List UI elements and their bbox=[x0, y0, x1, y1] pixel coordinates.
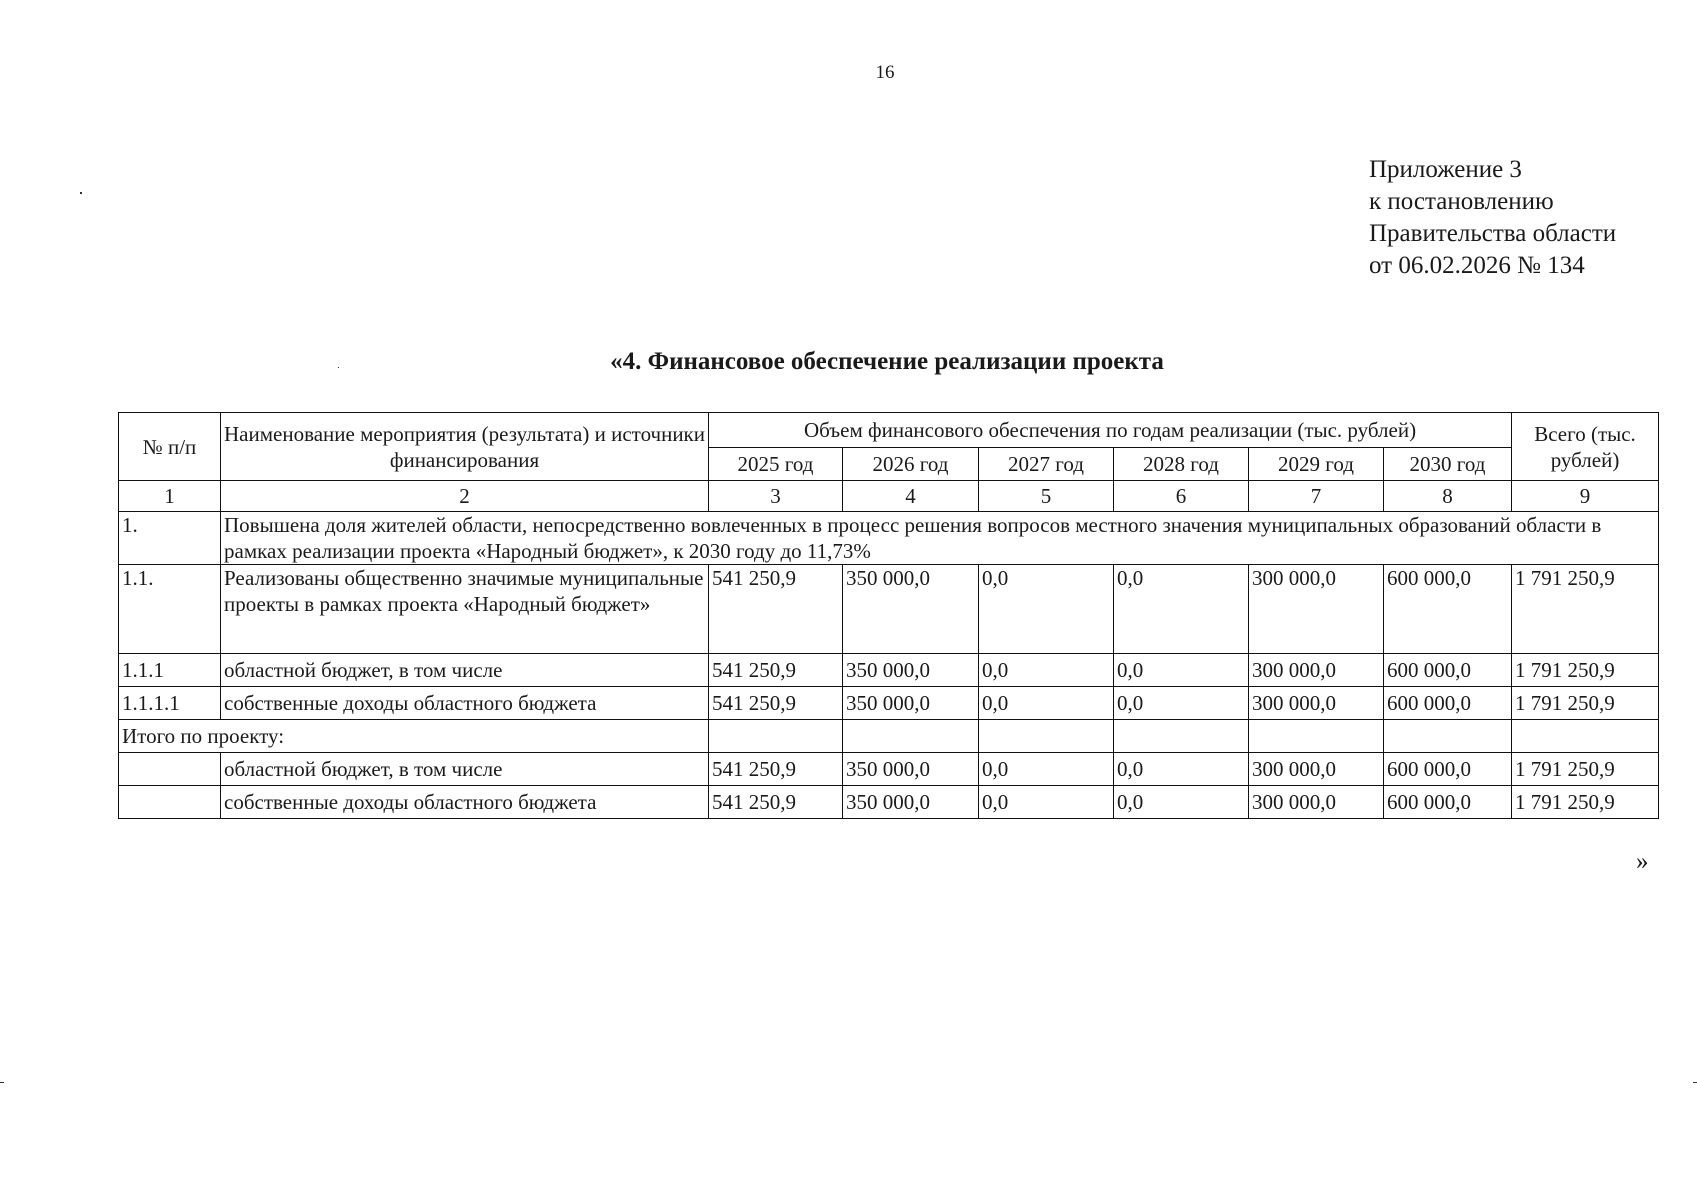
column-number: 6 bbox=[1114, 481, 1249, 512]
column-number: 8 bbox=[1384, 481, 1512, 512]
goal-text: Повышена доля жителей области, непосредственно вовлеченных в процесс решения вопросов местного значения муниципальных образований области в рамках реализации проекта «Народный бюджет», к 2030 году до 11,73% bbox=[221, 512, 1659, 565]
goal-number: 1. bbox=[119, 512, 221, 565]
row-name: областной бюджет, в том числе bbox=[221, 753, 709, 786]
total-cell: 1 791 250,9 bbox=[1512, 654, 1659, 687]
empty-cell bbox=[979, 720, 1114, 753]
row-number: 1.1.1.1 bbox=[119, 687, 221, 720]
appendix-line: от 06.02.2026 № 134 bbox=[1369, 252, 1585, 279]
row-number: 1.1.1 bbox=[119, 654, 221, 687]
value-cell: 300 000,0 bbox=[1249, 687, 1384, 720]
appendix-line: Приложение 3 bbox=[1369, 156, 1522, 183]
value-cell: 0,0 bbox=[1114, 687, 1249, 720]
row-number: 1.1. bbox=[119, 565, 221, 654]
value-cell: 300 000,0 bbox=[1249, 565, 1384, 654]
total-cell: 1 791 250,9 bbox=[1512, 786, 1659, 819]
value-cell: 0,0 bbox=[1114, 786, 1249, 819]
value-cell: 541 250,9 bbox=[709, 753, 843, 786]
value-cell: 0,0 bbox=[979, 565, 1114, 654]
section-title: «4. Финансовое обеспечение реализации проекта bbox=[610, 348, 1164, 375]
column-number: 3 bbox=[709, 481, 843, 512]
table-row bbox=[119, 687, 1659, 720]
row-name: собственные доходы областного бюджета bbox=[221, 687, 709, 720]
total-cell: 1 791 250,9 bbox=[1512, 565, 1659, 654]
scan-speck bbox=[80, 192, 82, 194]
header-year: 2028 год bbox=[1114, 448, 1249, 481]
scan-speck bbox=[338, 367, 339, 368]
value-cell: 0,0 bbox=[979, 687, 1114, 720]
empty-cell bbox=[119, 786, 221, 819]
value-cell: 541 250,9 bbox=[709, 687, 843, 720]
scan-speck bbox=[0, 1082, 4, 1083]
total-label: Итого по проекту: bbox=[119, 720, 709, 753]
appendix-block bbox=[1369, 154, 1616, 282]
header-year: 2030 год bbox=[1384, 448, 1512, 481]
closing-quote: » bbox=[1636, 848, 1649, 875]
value-cell: 600 000,0 bbox=[1384, 687, 1512, 720]
value-cell: 0,0 bbox=[1114, 565, 1249, 654]
table-row bbox=[119, 786, 1659, 819]
scan-speck bbox=[1693, 1082, 1697, 1083]
page-number: 16 bbox=[875, 62, 895, 83]
empty-cell bbox=[709, 720, 843, 753]
value-cell: 350 000,0 bbox=[843, 687, 979, 720]
row-name: областной бюджет, в том числе bbox=[221, 654, 709, 687]
header-no: № п/п bbox=[119, 413, 221, 481]
value-cell: 300 000,0 bbox=[1249, 654, 1384, 687]
table-row bbox=[119, 654, 1659, 687]
total-cell: 1 791 250,9 bbox=[1512, 753, 1659, 786]
column-number: 9 bbox=[1512, 481, 1659, 512]
appendix-line: Правительства области bbox=[1369, 220, 1617, 247]
value-cell: 0,0 bbox=[979, 786, 1114, 819]
header-total: Всего (тыс. рублей) bbox=[1512, 413, 1659, 481]
header-volume: Объем финансового обеспечения по годам реализации (тыс. рублей) bbox=[709, 413, 1512, 448]
header-year: 2027 год bbox=[979, 448, 1114, 481]
column-number: 4 bbox=[843, 481, 979, 512]
value-cell: 0,0 bbox=[1114, 654, 1249, 687]
header-name: Наименование мероприятия (результата) и источники финансирования bbox=[221, 413, 709, 481]
value-cell: 600 000,0 bbox=[1384, 753, 1512, 786]
total-heading-row bbox=[119, 720, 1659, 753]
empty-cell bbox=[119, 753, 221, 786]
value-cell: 350 000,0 bbox=[843, 654, 979, 687]
header-year: 2029 год bbox=[1249, 448, 1384, 481]
row-name: собственные доходы областного бюджета bbox=[221, 786, 709, 819]
goal-row bbox=[119, 512, 1659, 565]
column-number-row bbox=[119, 481, 1659, 512]
table-row bbox=[119, 753, 1659, 786]
column-number: 7 bbox=[1249, 481, 1384, 512]
header-year: 2025 год bbox=[709, 448, 843, 481]
value-cell: 600 000,0 bbox=[1384, 654, 1512, 687]
value-cell: 0,0 bbox=[979, 654, 1114, 687]
value-cell: 350 000,0 bbox=[843, 753, 979, 786]
column-number: 1 bbox=[119, 481, 221, 512]
empty-cell bbox=[843, 720, 979, 753]
value-cell: 350 000,0 bbox=[843, 565, 979, 654]
header-year: 2026 год bbox=[843, 448, 979, 481]
value-cell: 541 250,9 bbox=[709, 654, 843, 687]
empty-cell bbox=[1384, 720, 1512, 753]
value-cell: 350 000,0 bbox=[843, 786, 979, 819]
value-cell: 0,0 bbox=[979, 753, 1114, 786]
financing-table bbox=[118, 412, 1659, 819]
value-cell: 600 000,0 bbox=[1384, 786, 1512, 819]
table-row bbox=[119, 565, 1659, 654]
value-cell: 0,0 bbox=[1114, 753, 1249, 786]
appendix-line: к постановлению bbox=[1369, 188, 1554, 215]
empty-cell bbox=[1114, 720, 1249, 753]
value-cell: 300 000,0 bbox=[1249, 786, 1384, 819]
value-cell: 541 250,9 bbox=[709, 565, 843, 654]
empty-cell bbox=[1512, 720, 1659, 753]
column-number: 2 bbox=[221, 481, 709, 512]
total-cell: 1 791 250,9 bbox=[1512, 687, 1659, 720]
value-cell: 600 000,0 bbox=[1384, 565, 1512, 654]
column-number: 5 bbox=[979, 481, 1114, 512]
row-name: Реализованы общественно значимые муниципальные проекты в рамках проекта «Народный бюджет» bbox=[221, 565, 709, 654]
value-cell: 300 000,0 bbox=[1249, 753, 1384, 786]
value-cell: 541 250,9 bbox=[709, 786, 843, 819]
empty-cell bbox=[1249, 720, 1384, 753]
